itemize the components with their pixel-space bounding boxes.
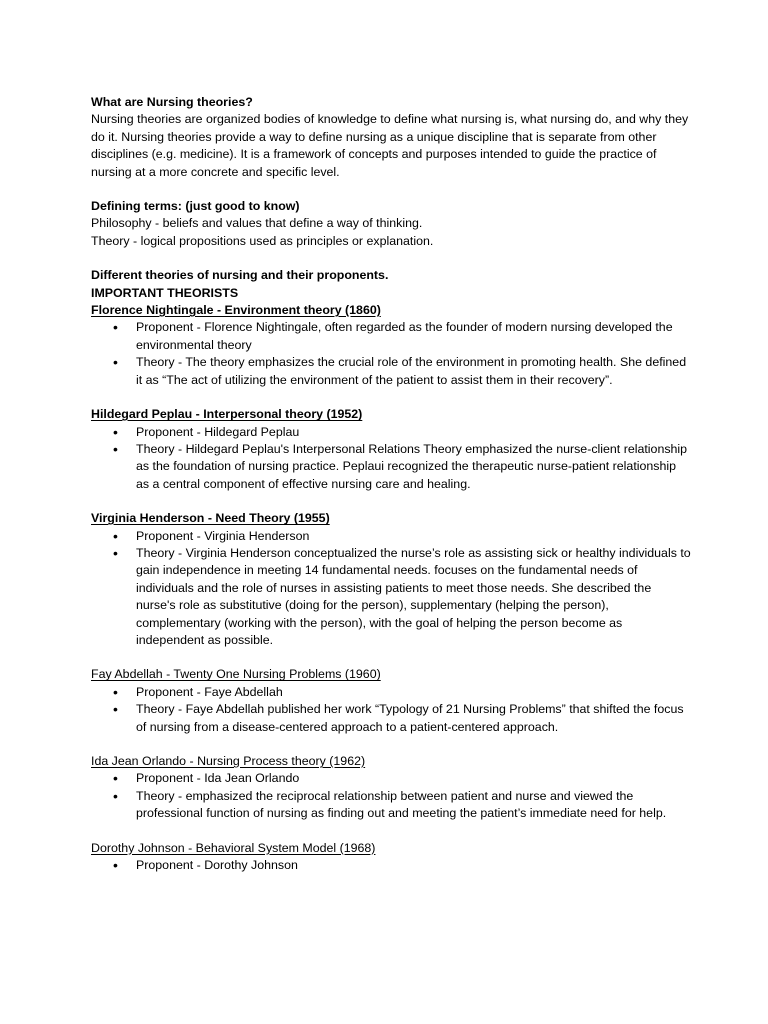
list-item: • Theory - Hildegard Peplau's Interpersonal Relations Theory emphasized the nurse-client relationship as the foundation of nursing practice. Peplaui recognized the therapeutic nurse-patient relationship as a central component of effective nursing care and healing. [91, 441, 691, 493]
theorist-heading-abdellah: Fay Abdellah - Twenty One Nursing Problems (1960) [91, 667, 381, 682]
list-item: • Proponent - Dorothy Johnson [91, 857, 691, 874]
list-item: • Proponent - Florence Nightingale, often regarded as the founder of modern nursing developed the environmental theory [91, 319, 691, 354]
list-item: • Theory - Virginia Henderson conceptualized the nurse’s role as assisting sick or healthy individuals to gain independence in meeting 14 fundamental needs. focuses on the fundamental needs of individuals and the role of nurses in assisting patients to meet those needs. She described the nurse's role as substitutive (doing for the person), supplementary (helping the person), complementary (working with the person), with the goal of helping the person become as independent as possible. [91, 545, 691, 649]
theorist-heading-nightingale: Florence Nightingale - Environment theory (1860) [91, 303, 381, 318]
bullet-list-abdellah [91, 684, 691, 736]
bullet-list-orlando [91, 770, 691, 822]
document-page [91, 94, 691, 874]
theorist-heading-johnson: Dorothy Johnson - Behavioral System Model (1968) [91, 840, 376, 855]
spacer [91, 389, 691, 406]
list-item: • Theory - Faye Abdellah published her work “Typology of 21 Nursing Problems” that shifted the focus of nursing from a disease-centered approach to a patient-centered approach. [91, 701, 691, 736]
spacer [91, 181, 691, 198]
list-item: • Proponent - Virginia Henderson [91, 528, 691, 545]
bullet-list-peplau [91, 424, 691, 494]
different-theories-title: Different theories of nursing and their proponents. [91, 268, 389, 283]
intro-body: Nursing theories are organized bodies of knowledge to define what nursing is, what nursing do, and why they do it. Nursing theories provide a way to define nursing as a unique discipline that is separate from other disciplines (e.g. medicine). It is a framework of concepts and purposes intended to guide the practice of nursing at a more concrete and specific level. [91, 112, 689, 179]
important-theorists-title: IMPORTANT THEORISTS [91, 285, 239, 300]
list-item: • Theory - emphasized the reciprocal relationship between patient and nurse and viewed the professional function of nursing as finding out and meeting the patient’s immediate need for help. [91, 788, 691, 823]
list-item: • Proponent - Faye Abdellah [91, 684, 691, 701]
bullet-list-nightingale [91, 319, 691, 389]
spacer [91, 649, 691, 666]
theory-definition: Theory - logical propositions used as principles or explanation. [91, 233, 434, 248]
bullet-list-johnson [91, 857, 691, 874]
spacer [91, 736, 691, 753]
list-item: • Proponent - Hildegard Peplau [91, 424, 691, 441]
theorist-heading-henderson: Virginia Henderson - Need Theory (1955) [91, 511, 330, 526]
theorist-heading-peplau: Hildegard Peplau - Interpersonal theory (1952) [91, 407, 363, 422]
list-item: • Proponent - Ida Jean Orlando [91, 770, 691, 787]
intro-title: What are Nursing theories? [91, 95, 253, 109]
spacer [91, 250, 691, 267]
bullet-list-henderson [91, 528, 691, 650]
philosophy-definition: Philosophy - beliefs and values that define a way of thinking. [91, 216, 423, 231]
theorist-heading-orlando: Ida Jean Orlando - Nursing Process theory (1962) [91, 754, 366, 768]
spacer [91, 493, 691, 510]
list-item: • Theory - The theory emphasizes the crucial role of the environment in promoting health. She defined it as “The act of utilizing the environment of the patient to assist them in their recovery”. [91, 354, 691, 389]
spacer [91, 823, 691, 840]
defining-title: Defining terms: (just good to know) [91, 199, 300, 214]
